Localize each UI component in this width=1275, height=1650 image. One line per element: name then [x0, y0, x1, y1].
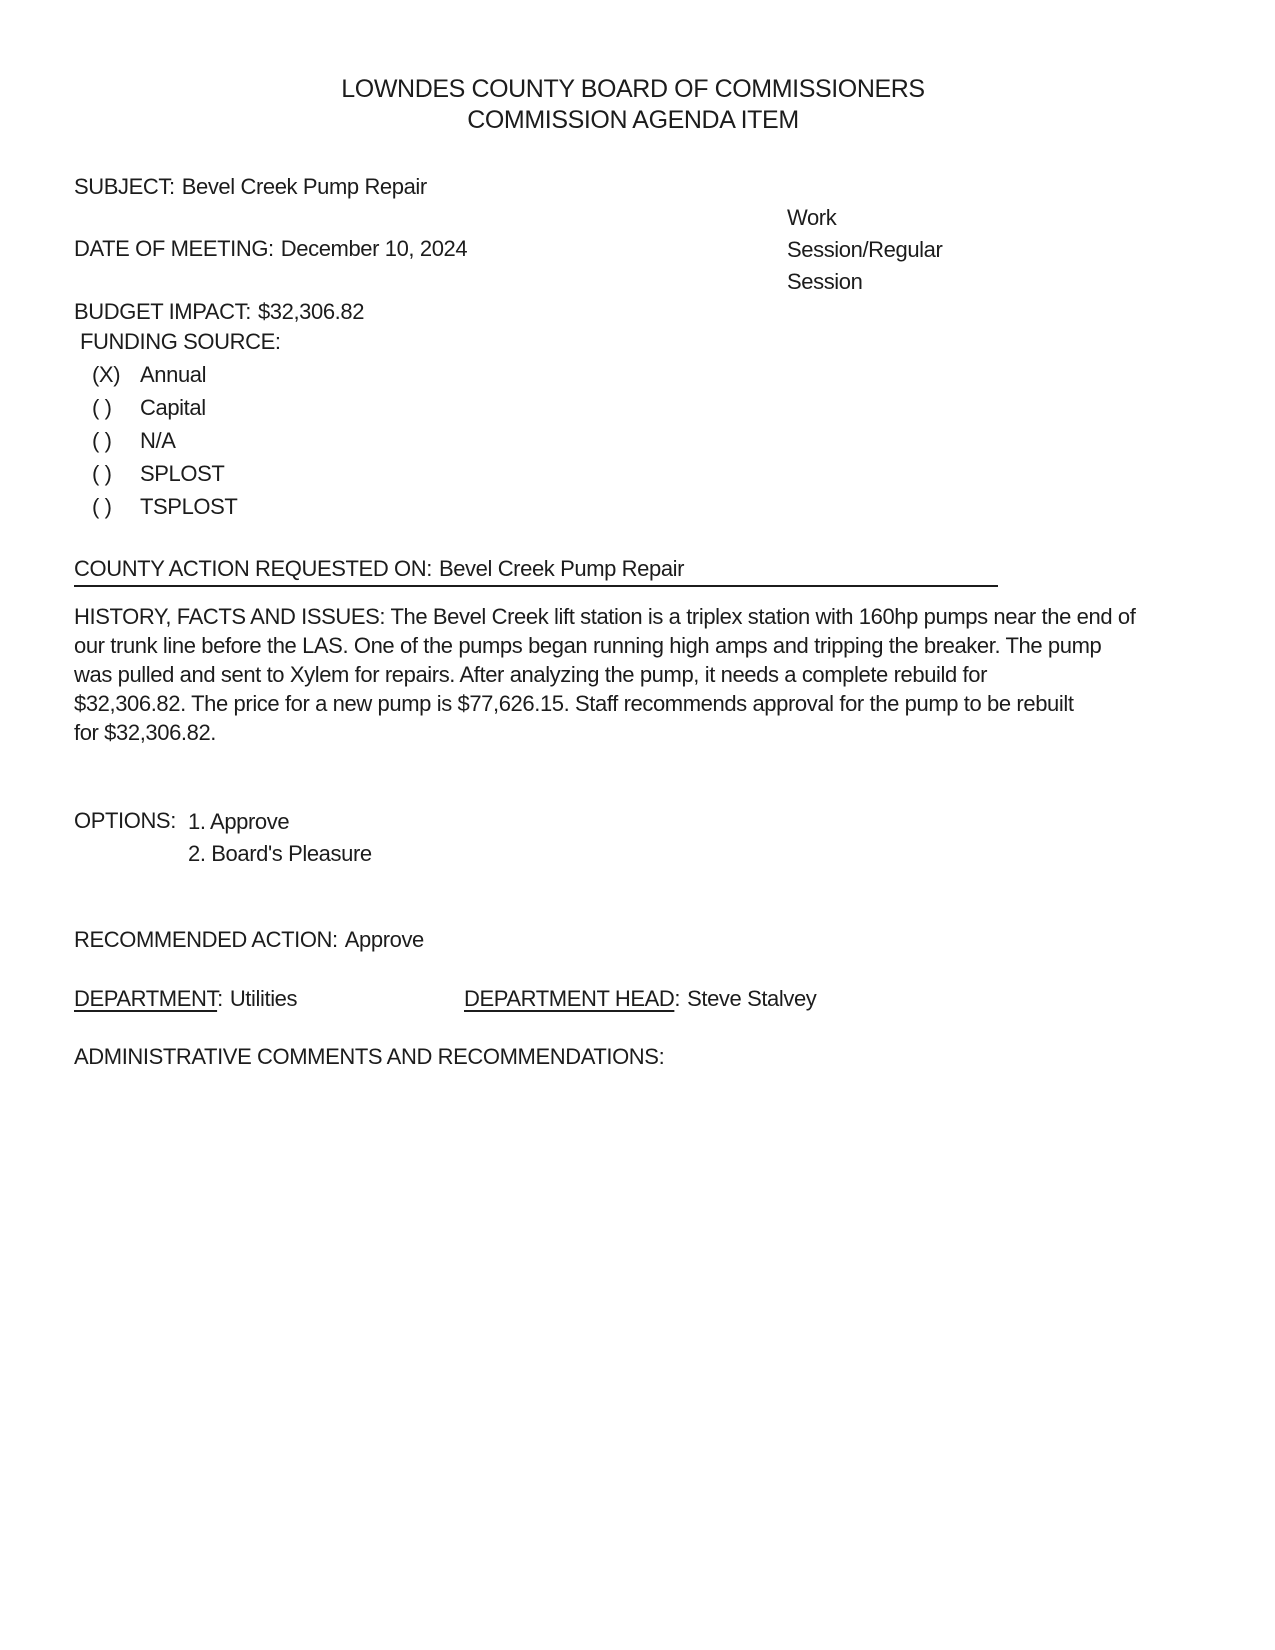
funding-source-label: FUNDING SOURCE: — [80, 329, 281, 354]
checkbox-mark: ( ) — [92, 428, 112, 453]
session-type-line: Session/Regular — [787, 237, 943, 262]
checkbox-mark: (X) — [92, 362, 121, 387]
session-type — [787, 202, 987, 298]
checkbox-mark: ( ) — [92, 395, 112, 420]
option-item: 2. Board's Pleasure — [188, 841, 372, 866]
admin-comments-label: ADMINISTRATIVE COMMENTS AND RECOMMENDATIONS: — [74, 1044, 665, 1069]
funding-option-row — [92, 459, 224, 492]
funding-option-row — [92, 360, 206, 393]
recommended-action-value: Approve — [344, 927, 424, 952]
department-head-line — [464, 984, 816, 1013]
history-line: $32,306.82. The price for a new pump is $77,626.15. Staff recommends approval for the pump to be rebuilt — [74, 691, 1074, 716]
page-subtitle: COMMISSION AGENDA ITEM — [467, 106, 799, 134]
page-title: LOWNDES COUNTY BOARD OF COMMISSIONERS — [341, 75, 925, 103]
recommended-action-line — [74, 925, 424, 954]
funding-option-row — [92, 393, 206, 426]
date-of-meeting-value: December 10, 2024 — [280, 236, 468, 261]
department-colon: : — [217, 986, 223, 1011]
recommended-action-label: RECOMMENDED ACTION: — [74, 927, 338, 952]
funding-option-label: Annual — [140, 362, 207, 387]
funding-option-row — [92, 492, 237, 525]
document-header — [73, 74, 1193, 136]
county-action-value: Bevel Creek Pump Repair — [438, 556, 685, 581]
funding-option-label: SPLOST — [140, 461, 225, 486]
department-head-value: Steve Stalvey — [687, 986, 817, 1011]
subject-value: Bevel Creek Pump Repair — [181, 174, 427, 199]
budget-impact-label: BUDGET IMPACT: — [74, 299, 251, 324]
funding-option-label: Capital — [140, 395, 206, 420]
department-label: DEPARTMENT — [74, 986, 218, 1011]
department-value: Utilities — [229, 986, 298, 1011]
checkbox-mark: ( ) — [92, 461, 112, 486]
funding-option-row — [92, 426, 175, 459]
date-of-meeting-label: DATE OF MEETING: — [74, 236, 274, 261]
subject-line — [74, 172, 427, 201]
history-line: our trunk line before the LAS. One of the pumps began running high amps and tripping the breaker. The pump — [74, 633, 1102, 658]
checkbox-mark: ( ) — [92, 494, 112, 519]
county-action-label: COUNTY ACTION REQUESTED ON: — [74, 556, 432, 581]
department-head-colon: : — [674, 986, 681, 1011]
county-action-heading — [74, 554, 998, 587]
options-label: OPTIONS: — [74, 808, 176, 833]
option-item: 1. Approve — [188, 809, 290, 834]
department-line — [74, 984, 297, 1013]
subject-label: SUBJECT: — [74, 174, 175, 199]
session-type-line: Work — [787, 205, 837, 230]
budget-impact-line — [74, 297, 364, 326]
funding-option-label: N/A — [140, 428, 176, 453]
budget-impact-value: $32,306.82 — [257, 299, 365, 324]
department-head-label: DEPARTMENT HEAD — [464, 986, 675, 1011]
session-type-line: Session — [787, 269, 863, 294]
history-line: for $32,306.82. — [74, 720, 217, 745]
history-line: HISTORY, FACTS AND ISSUES: The Bevel Creek lift station is a triplex station with 160hp pumps near the end of — [74, 604, 1136, 629]
date-of-meeting-line — [74, 234, 467, 263]
history-paragraph — [74, 602, 1135, 747]
options-list — [188, 806, 372, 870]
funding-option-label: TSPLOST — [140, 494, 238, 519]
history-line: was pulled and sent to Xylem for repairs. After analyzing the pump, it needs a complete rebuild for — [74, 662, 988, 687]
